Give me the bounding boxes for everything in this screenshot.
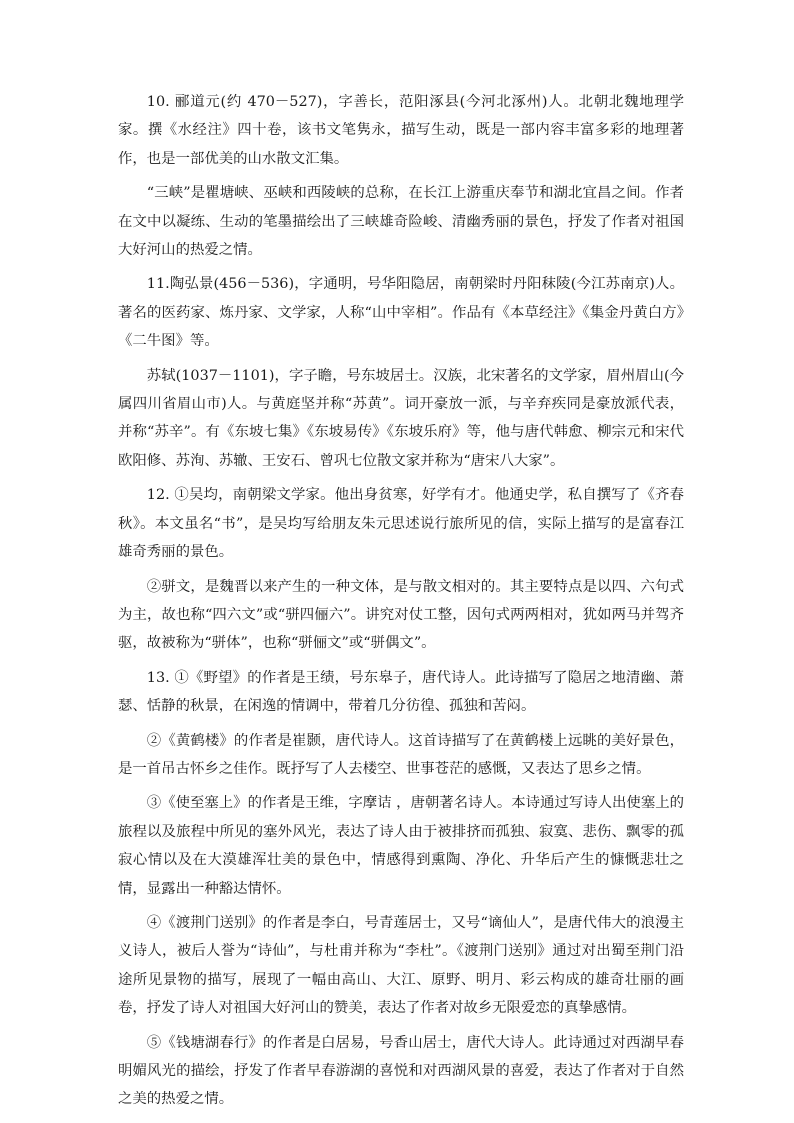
note-10-three-gorges: “三峡”是瞿塘峡、巫峡和西陵峡的总称，在长江上游重庆奉节和湖北宜昌之间。作者在文中以凝练、生动的笔墨描绘出了三峡雄奇险峻、清幽秀丽的景色，抒发了作者对祖国大好河山的热爱之情。 <box>118 185 684 259</box>
note-13-du-jingmen-songbie: ④《渡荆门送别》的作者是李白，号青莲居士，又号“谪仙人”，是唐代伟大的浪漫主义诗人，被后人誉为“诗仙”，与杜甫并称为“李杜”。《渡荆门送别》通过对出蜀至荆门沿途所见景物的描写，展现了一幅由高山、大江、原野、明月、彩云构成的雄奇壮丽的画卷，抒发了诗人对祖国大好河山的赞美，表达了作者对故乡无限爱恋的真挚感情。 <box>118 914 684 1017</box>
note-11-su-shi: 苏轼(1037－1101)，字子瞻，号东坡居士。汉族，北宋著名的文学家，眉州眉山(今属四川省眉山市)人。与黄庭坚并称“苏黄”。词开豪放一派，与辛弃疾同是豪放派代表，并称“苏辛”。有《东坡七集》《东坡易传》《东坡乐府》等，他与唐代韩愈、柳宗元和宋代欧阳修、苏洵、苏辙、王安石、曾巩七位散文家并称为“唐宋八大家”。 <box>118 367 684 469</box>
note-12-pianwen: ②骈文，是魏晋以来产生的一种文体，是与散文相对的。其主要特点是以四、六句式为主，故也称“四六文”或“骈四俪六”。讲究对仗工整，因句式两两相对，犹如两马并驾齐驱，故被称为“骈体”，也称“骈俪文”或“骈偶文”。 <box>118 578 684 652</box>
note-13-shi-zhi-saishang: ③《使至塞上》的作者是王维，字摩诘 ，唐朝著名诗人。本诗通过写诗人出使塞上的旅程以及旅程中所见的塞外风光，表达了诗人由于被排挤而孤独、寂寞、悲伤、飘零的孤寂心情以及在大漠雄浑壮美的景色中，情感得到熏陶、净化、升华后产生的慷慨悲壮之情，显露出一种豁达情怀。 <box>118 795 684 897</box>
note-13-qiantang-hu-chunxing: ⑤《钱塘湖春行》的作者是白居易，号香山居士，唐代大诗人。此诗通过对西湖早春明媚风光的描绘，抒发了作者早春游湖的喜悦和对西湖风景的喜爱，表达了作者对于自然之美的热爱之情。 <box>118 1034 684 1108</box>
note-10-li-daoyuan: 10. 郦道元(约 470－527)，字善长，范阳涿县(今河北涿州)人。北朝北魏地理学家。撰《水经注》四十卷，该书文笔隽永，描写生动，既是一部内容丰富多彩的地理著作，也是一部优美的山水散文汇集。 <box>118 94 684 167</box>
document-page <box>118 88 684 1120</box>
note-12-wu-jun: 12. ①吴均，南朝梁文学家。他出身贫寒，好学有才。他通史学，私自撰写了《齐春秋》。本文虽名“书”，是吴均写给朋友朱元思述说行旅所见的信，实际上描写的是富春江雄奇秀丽的景色。 <box>118 487 684 561</box>
note-11-tao-hongjing: 11.陶弘景(456－536)，字通明，号华阳隐居，南朝梁时丹阳秣陵(今江苏南京)人。著名的医药家、炼丹家、文学家，人称“山中宰相”。作品有《本草经注》《集金丹黄白方》《二牛图》等。 <box>118 276 684 350</box>
note-13-ye-wang: 13. ①《野望》的作者是王绩，号东皋子，唐代诗人。此诗描写了隐居之地清幽、萧瑟、恬静的秋景，在闲逸的情调中，带着几分彷徨、孤独和苦闷。 <box>118 669 684 715</box>
note-13-huanghe-lou: ②《黄鹤楼》的作者是崔颢，唐代诗人。这首诗描写了在黄鹤楼上远眺的美好景色，是一首吊古怀乡之佳作。既抒写了人去楼空、世事苍茫的感慨，又表达了思乡之情。 <box>118 732 684 777</box>
